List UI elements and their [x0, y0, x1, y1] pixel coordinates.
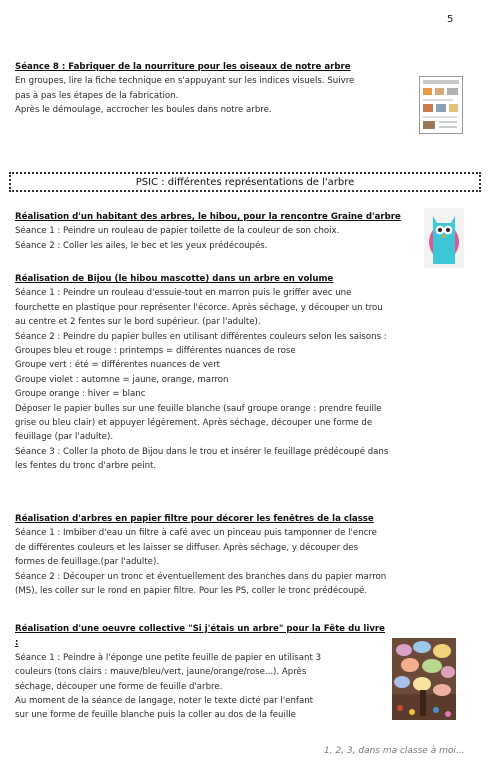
text-line: Séance 1 : Peindre un rouleau d'essuie-tout en marron puis le griffer avec une [15, 288, 352, 299]
page-number: 5 [447, 14, 454, 25]
text-line: pas à pas les étapes de la fabrication. [15, 90, 179, 101]
text-line: au centre et 2 fentes sur le bord supérieur. (par l'adulte). [15, 317, 261, 328]
banner-title: PSIC : différentes représentations de l'arbre [135, 176, 355, 188]
text-line: les fentes du tronc d'arbre peint. [15, 461, 157, 472]
text-line: sur une forme de feuille blanche puis la coller au dos de la feuille [15, 710, 296, 721]
text-line: de différentes couleurs et les laisser se diffuser. Après séchage, y découper des [15, 542, 359, 553]
arbres-section [15, 512, 456, 598]
text-line: Au moment de la séance de langage, noter le texte dicté par l'enfant [15, 696, 314, 707]
footer-signature: 1, 2, 3, dans ma classe à moi... [324, 746, 465, 756]
bijou-title: Réalisation de Bijou (le hibou mascotte) dans un arbre en volume [15, 274, 334, 284]
text-line: formes de feuillage.(par l'adulte). [15, 557, 160, 568]
text-line: Séance 1 : Imbiber d'eau un filtre à café avec un pinceau puis tamponner de l'encre [15, 528, 377, 539]
collective-artwork-photo [392, 638, 456, 720]
text-line: Groupe violet : automne = jaune, orange, marron [15, 374, 229, 385]
text-line: Groupe vert : été = différentes nuances de vert [15, 360, 220, 371]
text-line: Déposer le papier bulles sur une feuille blanche (sauf groupe orange : prendre feuille [15, 403, 382, 414]
arbres-title: Réalisation d'arbres en papier filtre pour décorer les fenêtres de la classe [15, 514, 374, 524]
text-line: Séance 1 : Peindre à l'éponge une petite feuille de papier en utilisant 3 [15, 652, 322, 663]
text-line: Séance 1 : Peindre un rouleau de papier toilette de la couleur de son choix. [15, 226, 340, 237]
text-line: couleurs (tons clairs : mauve/bleu/vert, jaune/orange/rose...). Après [15, 667, 307, 678]
seance8-title: Séance 8 : Fabriquer de la nourriture pour les oiseaux de notre arbre [15, 62, 351, 72]
text-line: En groupes, lire la fiche technique en s'appuyant sur les indices visuels. Suivre [15, 76, 355, 87]
text-line: (MS), les coller sur le rond en papier filtre. Pour les PS, coller le tronc prédécoupé. [15, 586, 368, 597]
oeuvre-title: Réalisation d'une oeuvre collective "Si j'étais un arbre" pour la Fête du livre : [15, 624, 385, 649]
oeuvre-section [15, 622, 385, 723]
text-line: feuillage (par l'adulte). [15, 432, 114, 443]
bijou-section [15, 272, 456, 474]
hibou-section [15, 210, 420, 253]
section-banner [9, 172, 481, 192]
text-line: grise ou bleu clair) et appuyer légèrement. Après séchage, découper une forme de [15, 418, 373, 429]
text-line: Séance 2 : Peindre du papier bulles en utilisant différentes couleurs selon les saisons : [15, 331, 387, 342]
hibou-title: Réalisation d'un habitant des arbres, le hibou, pour la rencontre Graine d'arbre [15, 212, 401, 222]
text-line: séchage, découper une forme de feuille d'arbre. [15, 681, 223, 692]
text-line: Après le démoulage, accrocher les boules dans notre arbre. [15, 105, 272, 116]
text-line: Séance 2 : Coller les ailes, le bec et les yeux prédécoupés. [15, 240, 268, 251]
seance8-section [15, 60, 410, 118]
owl-photo [424, 208, 464, 268]
text-line: Groupes bleu et rouge : printemps = différentes nuances de rose [15, 346, 296, 357]
text-line: Séance 2 : Découper un tronc et éventuellement des branches dans du papier marron [15, 571, 387, 582]
text-line: Séance 3 : Coller la photo de Bijou dans le trou et insérer le feuillage prédécoupé dans [15, 446, 389, 457]
fiche-technique-image [419, 76, 463, 134]
text-line: Groupe orange : hiver = blanc [15, 389, 146, 400]
text-line: fourchette en plastique pour représenter l'écorce. Après séchage, y découper un trou [15, 302, 383, 313]
